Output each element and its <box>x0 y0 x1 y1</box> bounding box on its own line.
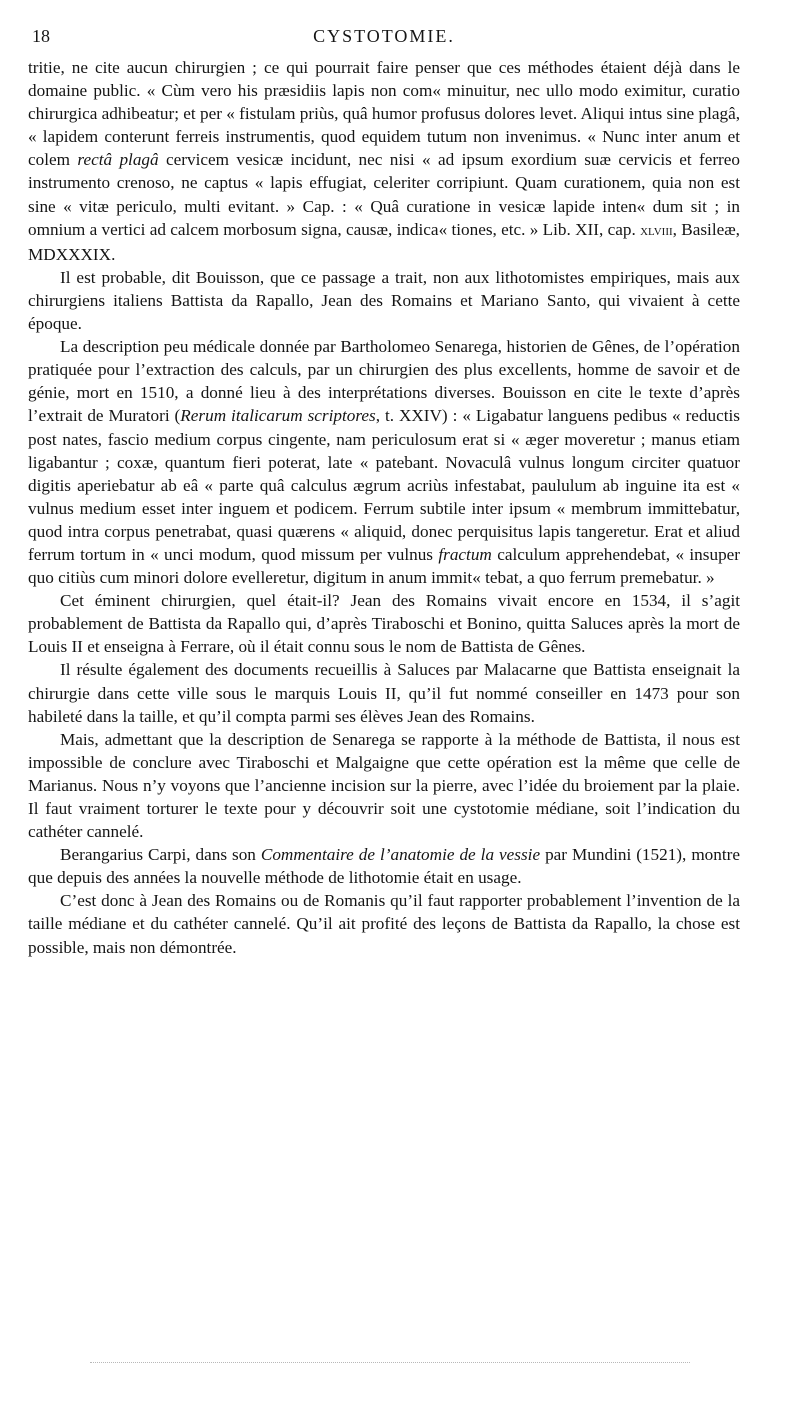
paragraph-bouisson: Il est probable, dit Bouisson, que ce passage a trait, non aux lithotomistes empiriques, mais aux chirurgiens italiens Battista da Rapallo, Jean des Romains et Mariano Santo, qui vivaient à cette époque. <box>28 267 740 334</box>
paragraph-conclusion: C’est donc à Jean des Romains ou de Romanis qu’il faut rapporter probablement l’invention de la taille médiane et du cathéter cannelé. Qu’il ait profité des leçons de Battista da Rapallo, la chose est possible, mais non démontrée. <box>28 891 740 957</box>
paragraph-continued-quote: tritie, ne cite aucun chirurgien ; ce qui pourrait faire penser que ces méthodes étaient déjà dans le domaine public. « Cùm vero his præsidiis lapis non com« minuitur, nec ullo modo eximitur, curatio chirurgica adhibeatur; et per « fistulam priùs, quâ humor profusus dolores levet. Aliqui intus sine plagâ, « lapidem conterunt ferreis instrumentis, quod equidem tutum non invenimus. « Nunc inter anum et colem rectâ plagâ cervicem vesicæ incidunt, nec nisi « ad ipsum exordium suæ cervicis et ferreo instrumento crenoso, ne captus « lapis effugiat, celeriter corripiunt. Quam curationem, quia non est sine « vitæ periculo, multi evitant. » Cap. : « Quâ curatione in vesicæ lapide inten« dum sit ; in omnium a vertici ad calcem morbosum signa, causæ, indica« tiones, etc. » Lib. XII, cap. xlviii, Basileæ, MDXXXIX. <box>28 58 741 264</box>
paragraph-malacarne: Il résulte également des documents recueillis à Saluces par Malacarne que Battista enseignait la chirurgie dans cette ville sous le marquis Louis II, qu’il fut nommé conseiller en 1473 pour son habileté dans la taille, et qu’il compta parmi ses élèves Jean des Romains. <box>28 660 740 726</box>
body-text <box>28 56 740 959</box>
page-number: 18 <box>32 26 50 46</box>
bottom-bleed-through-line <box>90 1362 690 1363</box>
paragraph-senarega: La description peu médicale donnée par Bartholomeo Senarega, historien de Gênes, de l’opération pratiquée pour l’extraction des calculs, par un chirurgien des plus excellents, homme de savoir et de génie, mort en 1510, a donné lieu à des interprétations diverses. Bouisson en cite le texte d’après l’extrait de Muratori (Rerum italicarum scriptores, t. XXIV) : « Ligabatur languens pedibus « reductis post nates, fascio medium corpus cingente, nam periculosum erat si « æger moveretur ; manus etiam ligabantur ; coxæ, quantum fieri poterat, late « patebant. Novaculâ vulnus longum circiter quatuor digitis aperiebatur ab eâ « parte quâ calculus ægrum acriùs infestabat, paululum ab inguine ita est « vulnus medium esset inter inguem et podicem. Ferrum subtile inter ipsum « membrum immittebatur, quod intra corpus penetrabat, quasi quærens « aliquid, donec perquisitus lapis tangeretur. Erat et aliud ferrum tortum in « unci modum, quod missum per vulnus fractum calculum apprehendebat, « insuper quo citiùs cum minori dolore evelleretur, digitum in anum immit« tebat, a quo ferrum premebatur. » <box>28 337 741 588</box>
running-head <box>28 26 740 56</box>
paragraph-eminent-surgeon: Cet éminent chirurgien, quel était-il? Jean des Romains vivait encore en 1534, il s’agit probablement de Battista da Rapallo qui, d’après Tiraboschi et Bonino, quitta Saluces après la mort de Louis II et enseigna à Ferrare, où il était connu sous le nom de Battista de Gênes. <box>28 591 740 657</box>
book-page <box>28 26 740 959</box>
running-title: CYSTOTOMIE. <box>313 26 455 46</box>
paragraph-marianus: Mais, admettant que la description de Senarega se rapporte à la méthode de Battista, il nous est impossible de conclure avec Tiraboschi et Malgaigne que cette opération est la même que celle de Marianus. Nous n’y voyons que l’ancienne incision sur la pierre, avec l’idée du broiement par la plaie. Il faut vraiment torturer le texte pour y découvrir soit une cystotomie médiane, soit l’indication du cathéter cannelé. <box>28 729 740 842</box>
paragraph-berangarius: Berangarius Carpi, dans son Commentaire de l’anatomie de la vessie par Mundini (1521), montre que depuis des années la nouvelle méthode de lithotomie était en usage. <box>28 845 740 888</box>
